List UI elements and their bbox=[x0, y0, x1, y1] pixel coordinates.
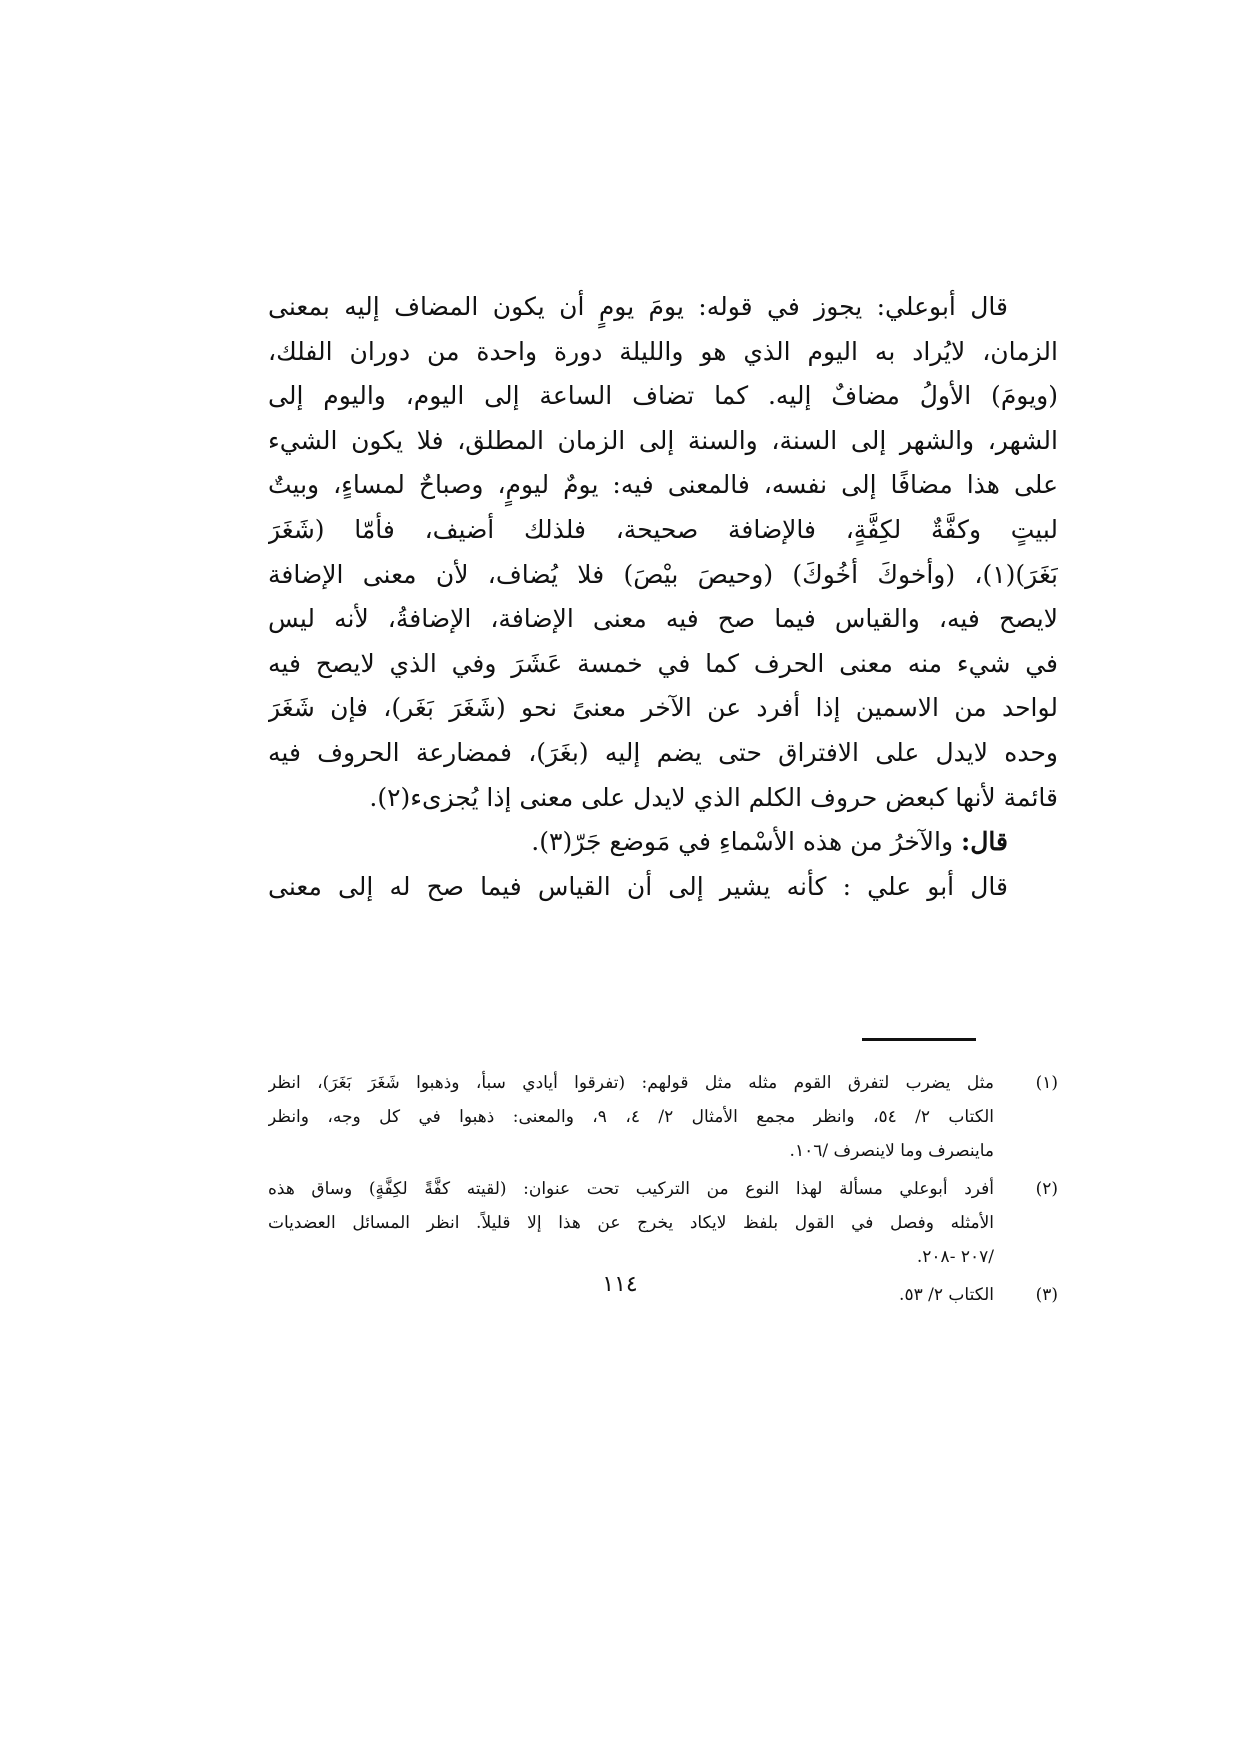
footnote-number: (٣) bbox=[1035, 1285, 1058, 1305]
footnote-separator bbox=[862, 1038, 976, 1041]
footnote-1 bbox=[268, 1066, 1058, 1168]
text-line: لايصح فيه، والقياس فيما صح فيه معنى الإضافة، الإضافةُ، لأنه ليس bbox=[268, 604, 1058, 634]
text-line: لبيتٍ وكفَّةٌ لكِفَّةٍ، فالإضافة صحيحة، فلذلك أضيف، فأمّا (شَغَرَ bbox=[268, 514, 1058, 544]
footnote-line: مثل يضرب لتفرق القوم مثله مثل قولهم: (تفرقوا أيادي سبأ، وذهبوا شَغَرَ بَغَرَ)، انظر bbox=[268, 1073, 994, 1093]
text-line: في شيء منه معنى الحرف كما في خمسة عَشَرَ وفي الذي لايصح فيه bbox=[268, 648, 1058, 678]
text-line: قال أبوعلي: يجوز في قوله: يومَ يومٍ أن يكون المضاف إليه بمعنى bbox=[268, 292, 1008, 321]
quote-text: والآخرُ من هذه الأسْماءِ في مَوضع جَرّ(٣). bbox=[531, 827, 962, 857]
footnote-line: أفرد أبوعلي مسألة لهذا النوع من التركيب تحت عنوان: (لقيته كفَّةً لكِفَّةٍ) وساق هذه bbox=[268, 1179, 994, 1199]
text-line: (ويومَ) الأولُ مضافٌ إليه. كما تضاف الساعة إلى اليوم، واليوم إلى bbox=[268, 381, 1058, 411]
footnote-line: الكتاب ٢/ ٥٤، وانظر مجمع الأمثال ٢/ ٤، ٩، والمعنى: ذهبوا في كل وجه، وانظر bbox=[268, 1107, 994, 1127]
footnote-line: ماينصرف وما لاينصرف /١٠٦. bbox=[789, 1141, 994, 1161]
footnote-body bbox=[268, 1172, 994, 1274]
footnote-2 bbox=[268, 1172, 1058, 1274]
text-line: وحده لايدل على الافتراق حتى يضم إليه (بغَرَ)، فمضارعة الحروف فيه bbox=[268, 737, 1058, 767]
quote-label: قال: bbox=[961, 827, 1008, 857]
text-line: على هذا مضافًا إلى نفسه، فالمعنى فيه: يومٌ ليومٍ، وصباحٌ لمساءٍ، وبيتٌ bbox=[268, 470, 1058, 500]
text-line: الزمان، لايُراد به اليوم الذي هو والليلة دورة واحدة من دوران الفلك، bbox=[268, 336, 1058, 366]
quote-line bbox=[268, 820, 1058, 865]
text-line: قال أبو علي : كأنه يشير إلى أن القياس فيما صح له إلى معنى bbox=[268, 871, 1008, 901]
text-line: لواحد من الاسمين إذا أفرد عن الآخر معنىً نحو (شَغَرَ بَغَر)، فإن شَغَرَ bbox=[268, 693, 1058, 723]
footnote-body bbox=[268, 1066, 994, 1168]
footnote-line: الكتاب ٢/ ٥٣. bbox=[899, 1285, 994, 1305]
text-line: قائمة لأنها كبعض حروف الكلم الذي لايدل على معنى إذا يُجزىء(٢). bbox=[369, 782, 1058, 812]
footnote-number: (١) bbox=[1035, 1073, 1058, 1093]
footnote-line: /٢٠٧ -٢٠٨. bbox=[916, 1247, 994, 1267]
text-line: الشهر، والشهر إلى السنة، والسنة إلى الزمان المطلق، فلا يكون الشيء bbox=[268, 425, 1058, 455]
footnote-number: (٢) bbox=[1035, 1179, 1058, 1199]
footnote-line: الأمثله وفصل في القول بلفظ لايكاد يخرج عن هذا إلا قليلاً. انظر المسائل العضديات bbox=[268, 1213, 994, 1233]
text-line: بَغَرَ)(١)، (وأخوكَ أخُوكَ) (وحيصَ بيْصَ) فلا يُضاف، لأن معنى الإضافة bbox=[268, 559, 1058, 589]
main-text-block bbox=[268, 285, 1058, 909]
page-number: ١١٤ bbox=[602, 1272, 638, 1297]
